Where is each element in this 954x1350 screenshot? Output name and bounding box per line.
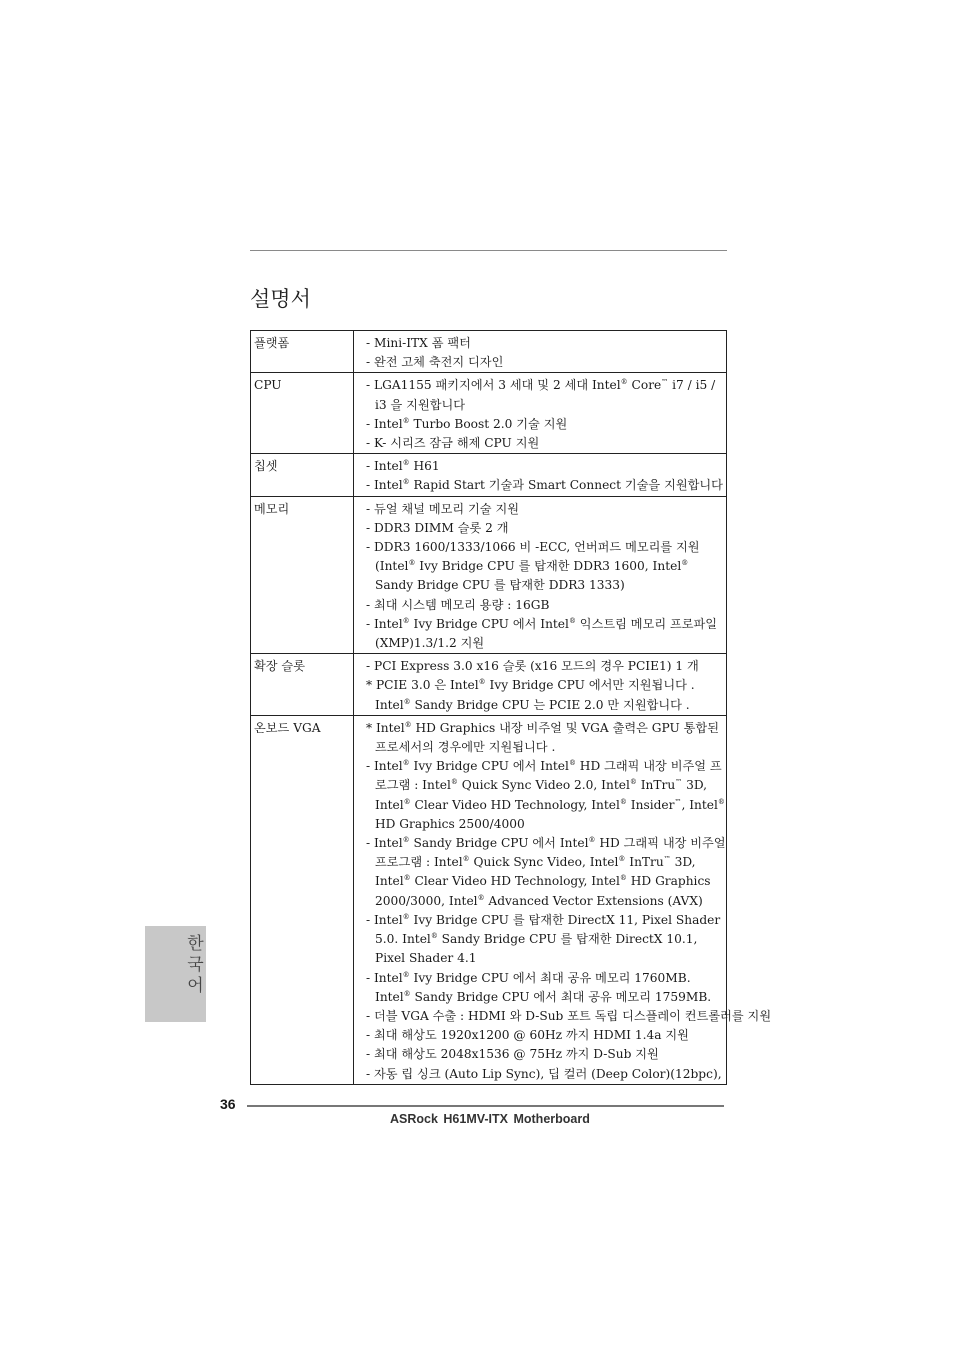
spec-item: - Intel® Ivy Bridge CPU 에서 Intel® 익스트림 메모리 프로파일 (XMP)1.3/1.2 지원 (366, 616, 718, 651)
spec-item: - 완전 고체 축전지 디자인 (366, 355, 504, 370)
spec-label: 플랫폼 (251, 331, 354, 373)
spec-values (354, 715, 772, 1084)
spec-item: - PCI Express 3.0 x16 슬롯 (x16 모드의 경우 PCIE1) 1 개 (366, 659, 699, 674)
spec-row (251, 331, 727, 373)
spec-item: - Intel® Rapid Start 기술과 Smart Connect 기술을 지원합니다 (366, 478, 723, 493)
spec-item: - 듀얼 채널 메모리 기술 지원 (366, 501, 519, 516)
top-rule (250, 250, 727, 251)
page-title: 설명서 (250, 287, 311, 311)
spec-item: - LGA1155 패키지에서 3 세대 및 2 세대 Intel® Core™ i7 / i5 / i3 을 지원합니다 (366, 378, 716, 412)
spec-item: - 최대 해상도 2048x1536 @ 75Hz 까지 D-Sub 지원 (366, 1047, 659, 1062)
spec-table (250, 330, 772, 1085)
spec-label: CPU (251, 373, 354, 454)
spec-item: - DDR3 1600/1333/1066 비 -ECC, 언버퍼드 메모리를 지원 (Intel® Ivy Bridge CPU 를 탑재한 DDR3 1600, Intel® Sandy Bridge CPU 를 탑재한 DDR3 1333) (366, 540, 700, 593)
spec-item: - Intel® Sandy Bridge CPU 에서 Intel® HD 그래픽 내장 비주얼 프로그램 : Intel® Quick Sync Video, Intel® InTru™ 3D, Intel® Clear Video HD Technology, Intel® HD Graphics 2000/3000, Intel® Advanced Vector Extensions (AVX) (366, 836, 726, 908)
spec-item: - Intel® Turbo Boost 2.0 기술 지원 (366, 416, 568, 431)
spec-label: 메모리 (251, 496, 354, 654)
spec-item: * Intel® HD Graphics 내장 비주얼 및 VGA 출력은 GPU 통합된 프로세서의 경우에만 지원됩니다 . (366, 720, 719, 755)
spec-item: - 더블 VGA 수출 : HDMI 와 D-Sub 포트 독립 디스플레이 컨트롤러를 지원 (366, 1008, 772, 1023)
spec-row (251, 373, 727, 454)
spec-values (354, 331, 727, 373)
spec-values (354, 454, 727, 496)
language-tab (145, 926, 206, 1022)
language-tab-label: 한국어 (183, 934, 203, 997)
footer-text: ASRock H61MV-ITX Motherboard (390, 1112, 590, 1126)
spec-item: - DDR3 DIMM 슬롯 2 개 (366, 520, 509, 535)
spec-item: - Intel® Ivy Bridge CPU 에서 Intel® HD 그래픽 내장 비주얼 프로그램 : Intel® Quick Sync Video 2.0, Intel® InTru™ 3D, Intel® Clear Video HD Technology, Intel® Insider™, Intel® HD Graphics 2500/4000 (366, 759, 725, 831)
spec-row (251, 654, 727, 716)
spec-item: - Intel® H61 (366, 459, 440, 474)
page-number: 36 (220, 1096, 236, 1112)
spec-item: * PCIE 3.0 은 Intel® Ivy Bridge CPU 에서만 지원됩니다 . Intel® Sandy Bridge CPU 는 PCIE 2.0 만 지원합니다 . (366, 678, 695, 712)
spec-item: - 자동 립 싱크 (Auto Lip Sync), 딥 컬러 (Deep Color)(12bpc), (366, 1066, 722, 1081)
spec-row (251, 454, 727, 496)
spec-item: - Mini-ITX 폼 팩터 (366, 336, 471, 350)
spec-item: - 최대 시스템 메모리 용량 : 16GB (366, 597, 550, 612)
bottom-rule (247, 1105, 724, 1107)
spec-item: - K- 시리즈 잠금 해제 CPU 지원 (366, 436, 540, 451)
spec-values (354, 373, 727, 454)
spec-label: 확장 슬롯 (251, 654, 354, 716)
spec-values (354, 654, 727, 716)
spec-row (251, 496, 727, 654)
spec-item: - 최대 해상도 1920x1200 @ 60Hz 까지 HDMI 1.4a 지원 (366, 1028, 689, 1043)
spec-label: 온보드 VGA (251, 715, 354, 1084)
spec-item: - Intel® Ivy Bridge CPU 에서 최대 공유 메모리 1760MB. Intel® Sandy Bridge CPU 에서 최대 공유 메모리 1759MB. (366, 970, 712, 1004)
spec-row (251, 715, 727, 1084)
spec-label: 칩셋 (251, 454, 354, 496)
spec-item: - Intel® Ivy Bridge CPU 를 탑재한 DirectX 11, Pixel Shader 5.0. Intel® Sandy Bridge CPU 를 탑재한 DirectX 10.1, Pixel Shader 4.1 (366, 912, 721, 966)
spec-values (354, 496, 727, 654)
